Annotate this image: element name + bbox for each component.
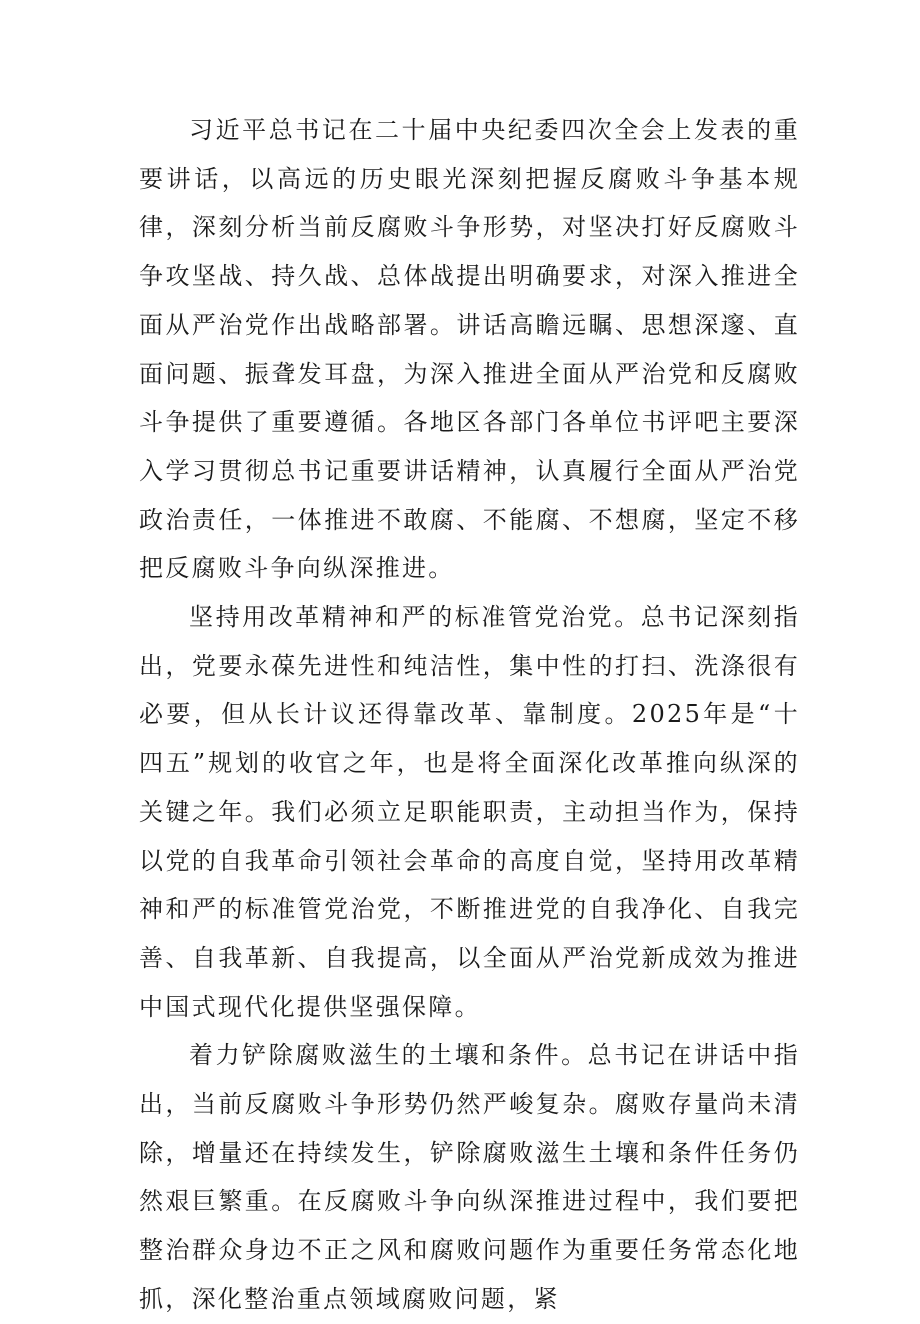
paragraph-1: 习近平总书记在二十届中央纪委四次全会上发表的重要讲话，以高远的历史眼光深刻把握反腐败斗争基本规律，深刻分析当前反腐败斗争形势，对坚决打好反腐败斗争攻坚战、持久战、总体战提出明确要求，对深入推进全面从严治党作出战略部署。讲话高瞻远瞩、思想深邃、直面问题、振聋发耳盘，为深入推进全面从严治党和反腐败斗争提供了重要遵循。各地区各部门各单位书评吧主要深入学习贯彻总书记重要讲话精神，认真履行全面从严治党政治责任，一体推进不敢腐、不能腐、不想腐，坚定不移把反腐败斗争向纵深推进。 <box>139 116 800 583</box>
paragraph-3: 着力铲除腐败滋生的土壤和条件。总书记在讲话中指出，当前反腐败斗争形势仍然严峻复杂。腐败存量尚未清除，增量还在持续发生，铲除腐败滋生土壤和条件任务仍然艰巨繁重。在反腐败斗争向纵深推进过程中，我们要把整治群众身边不正之风和腐败问题作为重要任务常态化地抓，深化整治重点领域腐败问题，紧 <box>139 1041 800 1313</box>
paragraph-2: 坚持用改革精神和严的标准管党治党。总书记深刻指出，党要永葆先进性和纯洁性，集中性的打扫、洗涤很有必要，但从长计议还得靠改革、靠制度。2025年是“十四五”规划的收官之年，也是将全面深化改革推向纵深的关键之年。我们必须立足职能职责，主动担当作为，保持以党的自我革命引领社会革命的高度自觉，坚持用改革精神和严的标准管党治党，不断推进党的自我净化、自我完善、自我革新、自我提高，以全面从严治党新成效为推进中国式现代化提供坚强保障。 <box>139 603 800 1021</box>
